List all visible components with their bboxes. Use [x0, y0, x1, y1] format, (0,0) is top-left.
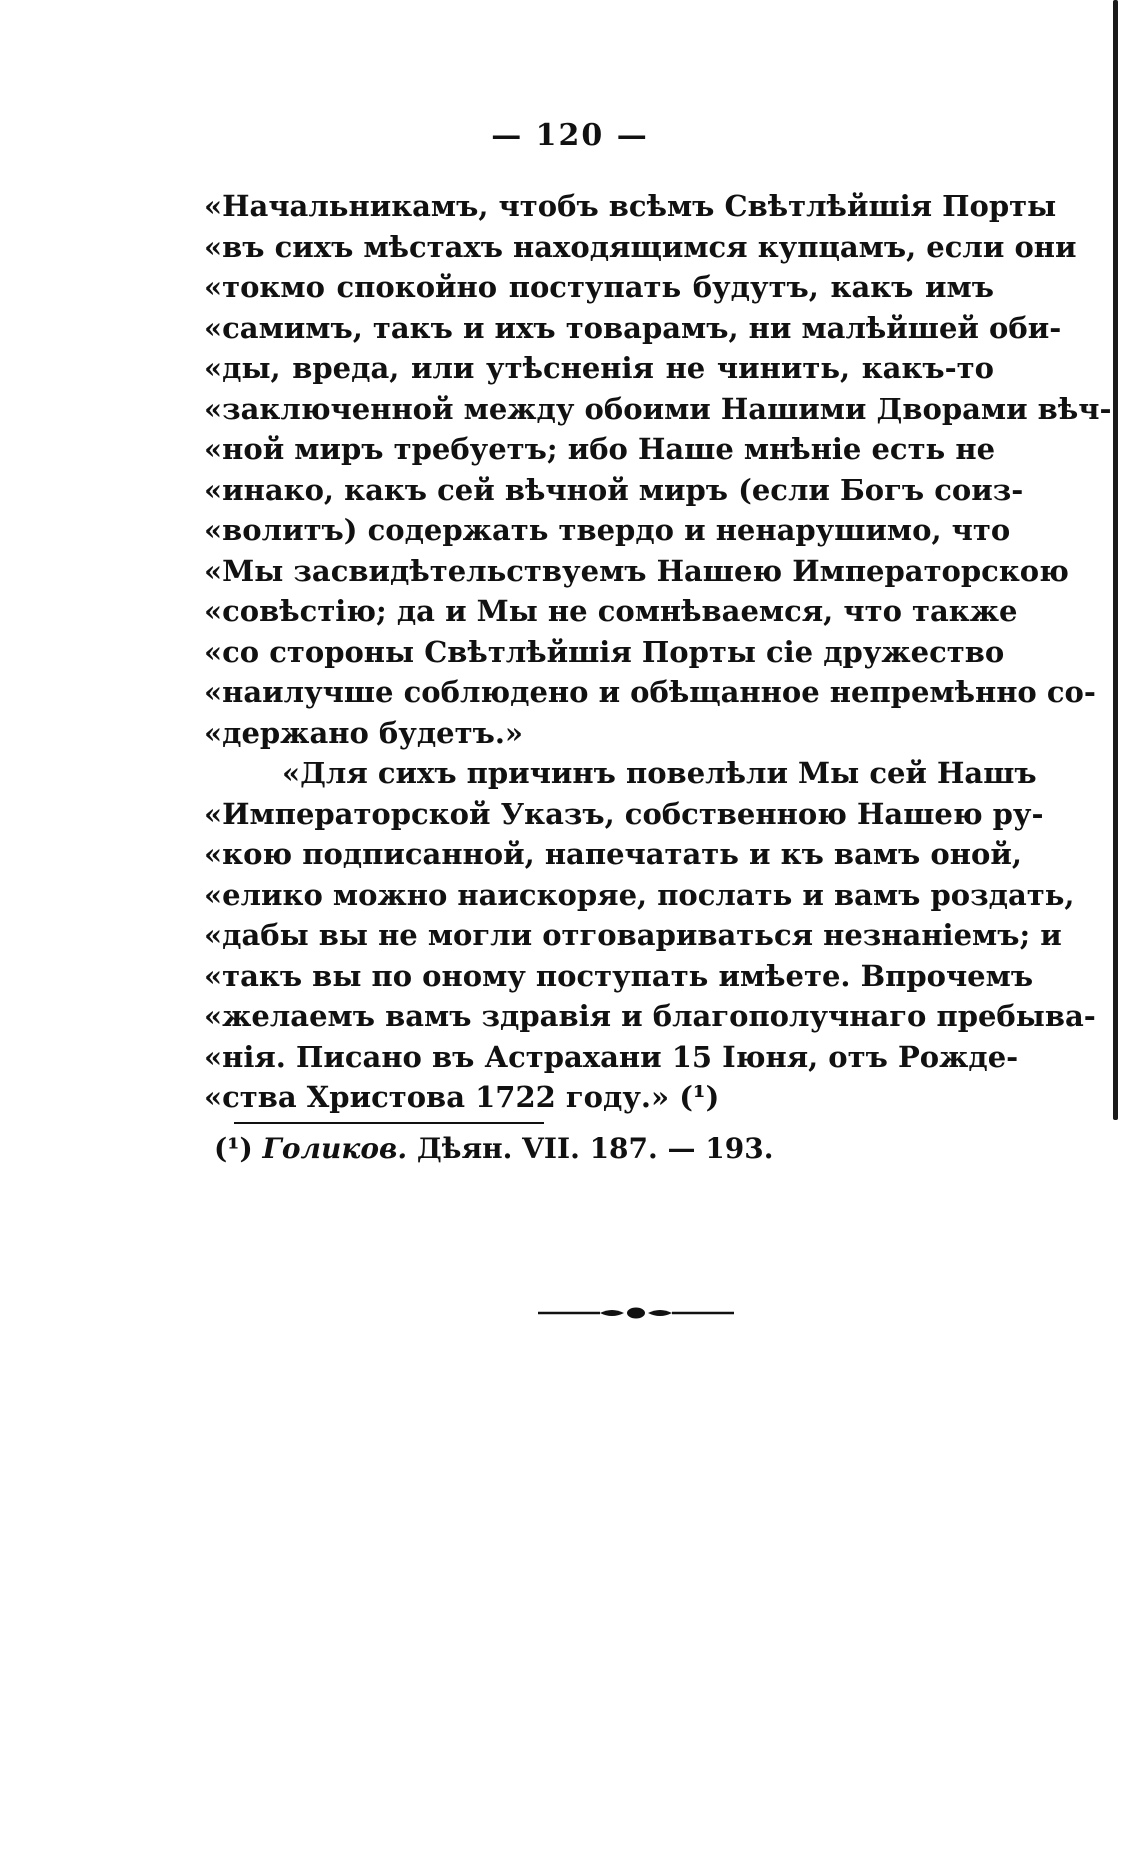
text-line: «инако, какъ сей вѣчной миръ (если Богъ соиз- — [204, 472, 1024, 507]
footnote-reference: Дѣян. VII. 187. — 193. — [416, 1132, 774, 1165]
text-line: «Мы засвидѣтельствуемъ Нашею Императорскою — [204, 553, 1069, 588]
footnote-divider — [234, 1122, 544, 1124]
text-line: «елико можно наискоряе, послать и вамъ роздать, — [204, 877, 1075, 912]
text-line: «со стороны Свѣтлѣйшія Порты сіе дружество — [204, 634, 1005, 669]
text-line: «наилучше соблюдено и обѣщанное непремѣнно со- — [204, 675, 1096, 709]
text-line: «совѣстію; да и Мы не сомнѣваемся, что также — [204, 594, 1018, 628]
footnote-marker: (¹) — [214, 1132, 253, 1165]
text-line: «заключенной между обоими Нашими Дворами вѣч- — [204, 391, 1112, 426]
text-line: «ной миръ требуетъ; ибо Наше мнѣніе есть не — [204, 432, 996, 466]
paragraph-first-line: «Для сихъ причинъ повелѣли Мы сей Нашъ — [282, 756, 1037, 790]
footnote — [214, 1132, 773, 1165]
text-line: «кою подписанной, напечатать и къ вамъ оной, — [204, 837, 1022, 871]
text-line: «токмо спокойно поступать будутъ, какъ имъ — [204, 270, 994, 304]
text-line: «самимъ, такъ и ихъ товарамъ, ни малѣйшей оби- — [204, 310, 1062, 345]
text-line: «дабы вы не могли отговариваться незнаніемъ; и — [204, 918, 1062, 952]
text-line: «такъ вы по оному поступать имѣете. Впрочемъ — [204, 958, 1034, 993]
text-line: «Императорской Указъ, собственною Нашею ру- — [204, 796, 1044, 831]
text-line: «Начальникамъ, чтобъ всѣмъ Свѣтлѣйшія Порты — [204, 189, 1057, 223]
text-line: «въ сихъ мѣстахъ находящимся купцамъ, если они — [204, 229, 1077, 264]
footnote-source: Голиков. — [262, 1132, 408, 1165]
page-edge-shadow — [1113, 0, 1118, 1120]
page-number: — 120 — — [491, 118, 649, 153]
text-line: «ды, вреда, или утѣсненія не чинить, какъ-то — [204, 351, 994, 385]
text-line: «нія. Писано въ Астрахани 15 Іюня, отъ Рожде- — [204, 1039, 1019, 1074]
text-line: «держано будетъ.» — [204, 715, 524, 750]
text-line: «ства Христова 1722 году.» (¹) — [204, 1080, 720, 1114]
end-ornament-icon — [538, 1306, 734, 1320]
text-line: «желаемъ вамъ здравія и благополучнаго пребыва- — [204, 999, 1096, 1033]
text-line: «волитъ) содержать твердо и ненарушимо, что — [204, 513, 1011, 547]
body-text — [204, 186, 1112, 1118]
